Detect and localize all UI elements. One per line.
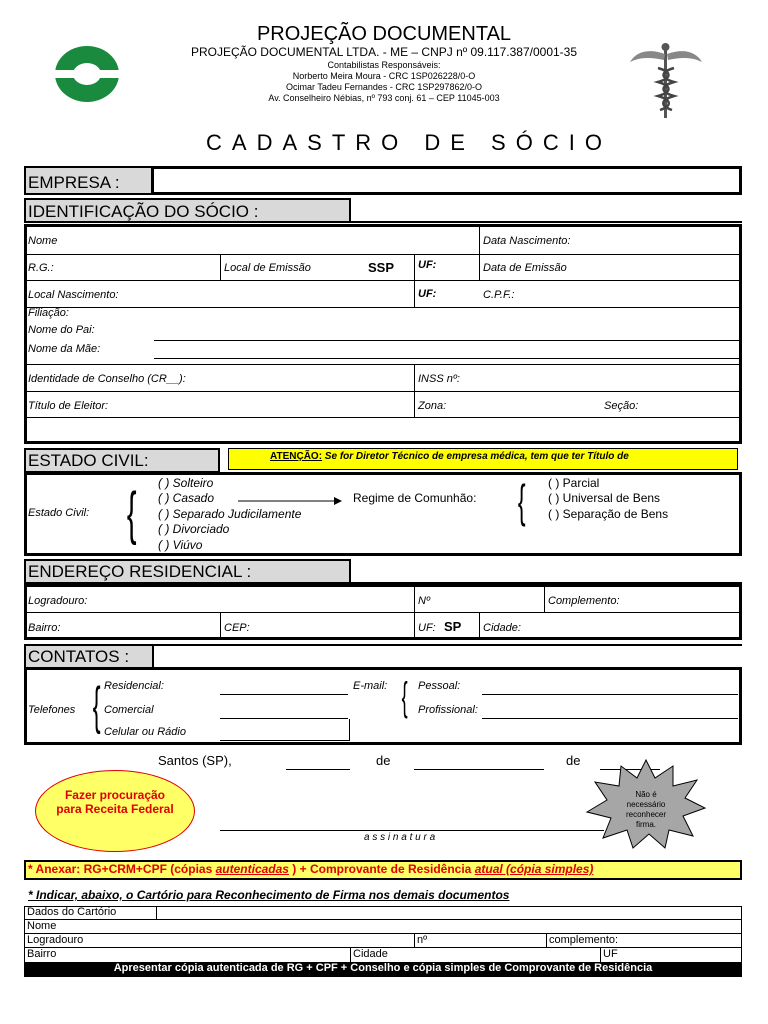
company-address: Av. Conselheiro Nébias, nº 793 conj. 61 – CEP 11045-003 [268,93,500,103]
uf-field-2[interactable]: UF: [418,288,437,300]
cartorio-instruction: * Indicar, abaixo, o Cartório para Reconhecimento de Firma nos demais documentos [28,888,510,902]
endereco-uf-value: SP [444,619,462,634]
nome-field[interactable]: Nome [28,235,58,247]
right-brace-icon: { [517,475,526,527]
procuracao-text: Fazer procuração para Receita Federal [56,788,174,816]
regime-separacao[interactable]: ( ) Separação de Bens [548,507,669,521]
residencial-label: Residencial: [104,680,164,692]
profissional-input[interactable] [482,718,738,719]
celular-label: Celular ou Rádio [104,726,186,738]
caduceus-icon [628,40,704,120]
endereco-title: ENDEREÇO RESIDENCIAL : [28,562,252,581]
company-subtitle: PROJEÇÃO DOCUMENTAL LTDA. - ME – CNPJ nº 09.117.387/0001-35 [190,45,578,59]
profissional-label: Profissional: [418,704,478,716]
option-solteiro[interactable]: ( ) Solteiro [158,476,214,490]
nome-mae-field[interactable]: Nome da Mãe: [28,343,101,355]
footer-text: Apresentar cópia autenticada de RG + CPF + Conselho e cópia simples de Comprovante de Residência [113,962,653,974]
cartorio-numero-field[interactable]: nº [417,934,428,946]
email-label: E-mail: [353,680,388,692]
regime-label: Regime de Comunhão: [353,491,477,505]
empresa-input[interactable] [158,169,738,192]
numero-field[interactable]: Nº [418,595,430,607]
signature-line[interactable] [220,830,604,831]
company-title: PROJEÇÃO DOCUMENTAL [256,23,512,45]
arrow-icon [238,493,342,511]
star-text: Não é necessário reconhecer firma. [625,790,667,829]
attention-text [270,451,629,462]
anexar-autenticadas: autenticadas [215,862,289,876]
anexar-middle: ) + Comprovante de Residência [288,862,475,876]
pessoal-label: Pessoal: [418,680,461,692]
logradouro-field[interactable]: Logradouro: [28,595,88,607]
cartorio-uf-field[interactable]: UF [603,948,618,960]
cartorio-cidade-field[interactable]: Cidade [353,948,388,960]
estado-civil-title: ESTADO CIVIL: [28,451,149,470]
ssp-value: SSP [368,260,395,275]
rg-field[interactable]: R.G.: [28,262,54,274]
inss-field[interactable]: INSS nº: [418,373,460,385]
accountants-label: Contabilistas Responsáveis: [327,60,441,70]
cartorio-nome-field[interactable]: Nome [27,920,57,932]
local-nascimento-field[interactable]: Local Nascimento: [28,289,119,301]
titulo-eleitor-field[interactable]: Título de Eleitor: [28,400,109,412]
email-brace-icon: { [401,675,408,719]
local-emissao-field[interactable]: Local de Emissão [224,262,311,274]
option-viuvo[interactable]: ( ) Viúvo [158,538,203,552]
uf-field-1[interactable]: UF: [418,259,437,271]
estado-civil-label: Estado Civil: [28,507,90,519]
cep-field[interactable]: CEP: [224,622,250,634]
cartorio-dados-label: Dados do Cartório [27,906,117,918]
nome-pai-field[interactable]: Nome do Pai: [28,324,95,336]
anexar-text [28,862,593,876]
identificacao-title: IDENTIFICAÇÃO DO SÓCIO : [28,202,259,221]
anexar-prefix: * Anexar: RG+CRM+CPF (cópias [28,862,216,876]
data-emissao-field[interactable]: Data de Emissão [483,262,567,274]
telefones-label: Telefones [28,704,76,716]
pessoal-input[interactable] [482,694,738,695]
anexar-atual: atual (cópia simples) [474,862,594,876]
identidade-conselho-field[interactable]: Identidade de Conselho (CR__): [28,373,186,385]
attention-label: ATENÇÃO: [270,451,323,462]
day-input[interactable] [286,769,350,770]
city-label: Santos (SP), [158,753,232,768]
filiacao-label: Filiação: [28,307,69,319]
cartorio-logradouro-field[interactable]: Logradouro [27,934,84,946]
empresa-label: EMPRESA : [28,173,120,192]
option-separado[interactable]: ( ) Separado Judicilamente [158,507,302,521]
regime-parcial[interactable]: ( ) Parcial [548,476,600,490]
zona-field[interactable]: Zona: [418,400,447,412]
de-label-1: de [376,753,391,768]
contatos-title: CONTATOS : [28,647,130,666]
residencial-input[interactable] [220,694,348,695]
option-divorciado[interactable]: ( ) Divorciado [158,522,230,536]
regime-universal[interactable]: ( ) Universal de Bens [548,491,661,505]
de-label-2: de [566,753,581,768]
comercial-label: Comercial [104,704,154,716]
option-casado[interactable]: ( ) Casado [158,491,215,505]
left-brace-icon: { [126,481,137,546]
form-title: CADASTRO DE SÓCIO [206,130,612,155]
attention-message: Se for Diretor Técnico de empresa médica, tem que ter Título de [322,451,629,462]
cartorio-complemento-field[interactable]: complemento: [549,934,619,946]
cidade-field[interactable]: Cidade: [483,622,521,634]
data-nascimento-field[interactable]: Data Nascimento: [483,235,571,247]
accountant-2: Ocimar Tadeu Fernandes - CRC 1SP297862/0-O [286,82,482,92]
accountant-1: Norberto Meira Moura - CRC 1SP026228/0-O [292,71,476,81]
telefones-brace-icon: { [92,677,101,735]
celular-input[interactable] [220,719,350,741]
assinatura-label: a s s i n a t u r a [364,832,436,843]
secao-field[interactable]: Seção: [604,400,639,412]
complemento-field[interactable]: Complemento: [548,595,620,607]
endereco-uf-field[interactable]: UF: [418,622,436,634]
cartorio-bairro-field[interactable]: Bairro [27,948,57,960]
cpf-field[interactable]: C.P.F.: [483,289,515,301]
month-input[interactable] [414,769,544,770]
bairro-field[interactable]: Bairro: [28,622,61,634]
